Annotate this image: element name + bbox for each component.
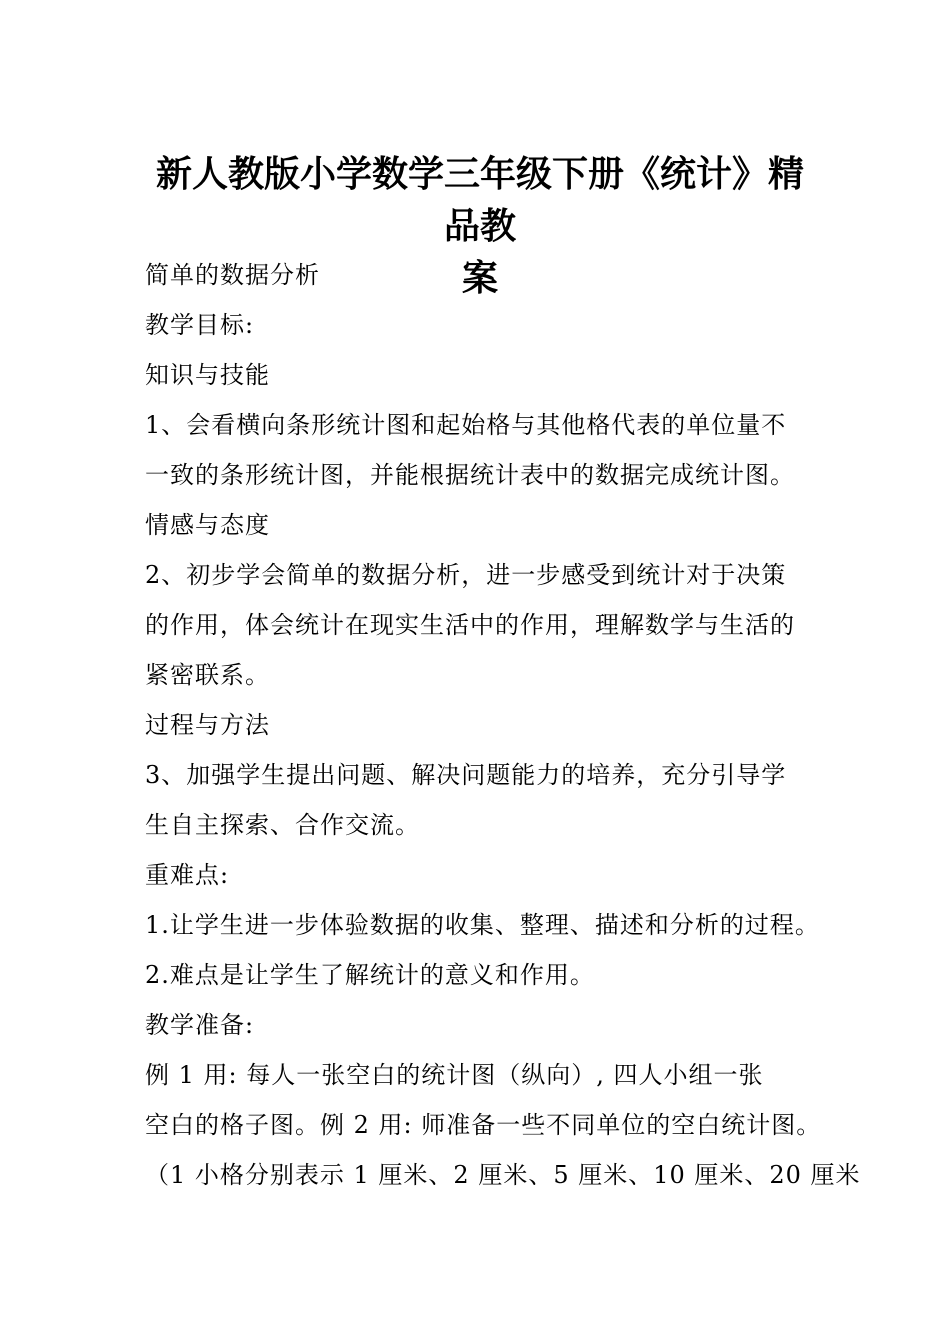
body-line: 3、加强学生提出问题、解决问题能力的培养，充分引导学 xyxy=(145,761,787,789)
body-line: 紧密联系。 xyxy=(145,661,270,689)
body-line: 2.难点是让学生了解统计的意义和作用。 xyxy=(145,961,595,989)
process-method-heading: 过程与方法 xyxy=(145,711,270,739)
title-line-2: 案 xyxy=(461,257,498,299)
key-points-heading: 重难点: xyxy=(145,861,230,889)
body-line: （1 小格分别表示 1 厘米、2 厘米、5 厘米、10 厘米、20 厘米 xyxy=(145,1161,861,1189)
teaching-goals-heading: 教学目标: xyxy=(145,311,255,339)
body-line: 2、初步学会简单的数据分析，进一步感受到统计对于决策 xyxy=(145,561,787,589)
body-line: 1、会看横向条形统计图和起始格与其他格代表的单位量不 xyxy=(145,411,787,439)
body-line: 一致的条形统计图，并能根据统计表中的数据完成统计图。 xyxy=(145,461,795,489)
body-line: 1.让学生进一步体验数据的收集、整理、描述和分析的过程。 xyxy=(145,911,820,939)
body-line: 生自主探索、合作交流。 xyxy=(145,811,420,839)
knowledge-skills-heading: 知识与技能 xyxy=(145,361,270,389)
title-line-1: 新人教版小学数学三年级下册《统计》精品教 xyxy=(155,153,804,247)
body-line: 例 1 用: 每人一张空白的统计图（纵向）, 四人小组一张 xyxy=(145,1061,764,1089)
teaching-prep-heading: 教学准备: xyxy=(145,1011,255,1039)
section-heading: 简单的数据分析 xyxy=(145,261,320,289)
body-line: 空白的格子图。例 2 用: 师准备一些不同单位的空白统计图。 xyxy=(145,1111,822,1139)
body-line: 的作用，体会统计在现实生活中的作用，理解数学与生活的 xyxy=(145,611,795,639)
emotion-attitude-heading: 情感与态度 xyxy=(145,511,270,539)
